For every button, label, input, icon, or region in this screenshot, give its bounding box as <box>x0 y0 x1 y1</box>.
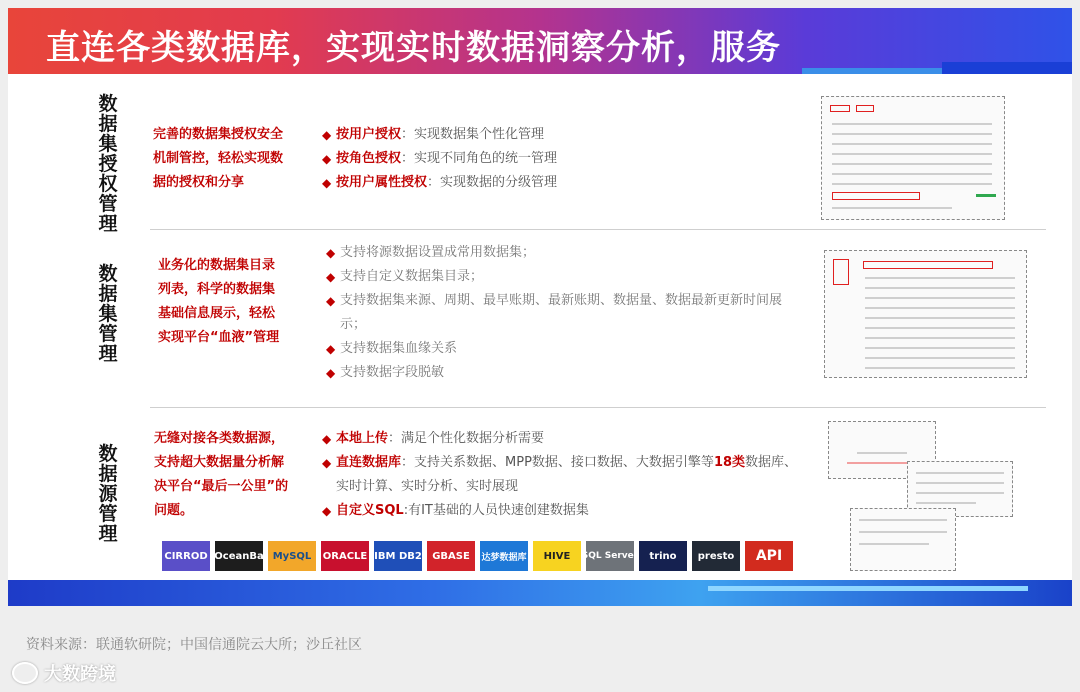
list-item: ◆ 按用户属性授权：实现数据的分级管理 <box>322 175 558 190</box>
logo-oceanbase: OceanBa <box>215 541 263 571</box>
list-item: ◆ 本地上传：满足个性化数据分析需要 <box>322 431 545 446</box>
logo-mysql: MySQL <box>268 541 316 571</box>
bar-stripe <box>708 586 1028 591</box>
watermark-logo-icon <box>12 662 38 684</box>
content-card <box>8 8 1072 606</box>
logo-sql-server: SQL Server <box>586 541 634 571</box>
datasource-logo-strip <box>162 541 793 571</box>
logo-cirrod: CIRROD <box>162 541 210 571</box>
list-item: ◆ 支持数据字段脱敏 <box>326 365 445 380</box>
logo-oracle: ORACLE <box>321 541 369 571</box>
section-divider <box>150 407 1046 408</box>
list-item: ◆ 支持数据集来源、周期、最早账期、最新账期、数据量、数据最新更新时间展示； <box>326 293 783 332</box>
logo-api: API <box>745 541 793 571</box>
bottom-decoration-bar <box>8 580 1072 606</box>
section-label-dataset-mgmt: 数据集管理 <box>98 263 118 365</box>
section-desc-dataset-mgmt: 业务化的数据集目录列表，科学的数据集基础信息展示，轻松实现平台“血液”管理 <box>158 258 280 345</box>
logo-hive: HIVE <box>533 541 581 571</box>
logo-ibm-db2: IBM DB2 <box>374 541 422 571</box>
section-label-datasource-mgmt: 数据源管理 <box>98 443 118 545</box>
page-title: 直连各类数据库，实现实时数据洞察分析，服务 <box>46 28 781 68</box>
list-item: ◆ 按角色授权：实现不同角色的统一管理 <box>322 151 558 166</box>
logo-dameng: 达梦数据库 <box>480 541 528 571</box>
watermark-text: 大数跨境 <box>44 664 116 685</box>
list-item: ◆ 直连数据库：支持关系数据、MPP数据、接口数据、大数据引擎等18类数据库、实时计算、实时分析、实时展现 <box>322 455 798 494</box>
logo-presto: presto <box>692 541 740 571</box>
list-item: ◆ 支持数据集血缘关系 <box>326 341 458 356</box>
section-label-dataset-auth: 数据集授权管理 <box>98 93 118 235</box>
list-item: ◆ 按用户授权：实现数据集个性化管理 <box>322 127 545 142</box>
source-note: 资料来源：联通软研院；中国信通院云大所；沙丘社区 <box>26 637 362 653</box>
list-item: ◆ 支持自定义数据集目录； <box>326 269 484 284</box>
logo-trino: trino <box>639 541 687 571</box>
section-divider <box>150 229 1046 230</box>
screenshot-custom-sql <box>850 508 956 571</box>
list-item: ◆ 自定义SQL:有IT基础的人员快速创建数据集 <box>322 503 589 518</box>
section-desc-datasource-mgmt: 无缝对接各类数据源，支持超大数据量分析解决平台“最后一公里”的问题。 <box>154 431 289 518</box>
screenshot-dataset-mgmt <box>824 250 1027 378</box>
title-banner <box>8 8 1072 74</box>
watermark <box>12 660 116 686</box>
bullet-list-dataset-auth <box>322 123 792 195</box>
bullet-list-datasource-mgmt <box>322 427 806 523</box>
bullet-list-dataset-mgmt <box>326 241 798 385</box>
section-desc-dataset-auth: 完善的数据集授权安全机制管控，轻松实现数据的授权和分享 <box>153 127 284 190</box>
list-item: ◆ 支持将源数据设置成常用数据集； <box>326 245 536 260</box>
screenshot-dataset-auth <box>821 96 1005 220</box>
banner-decoration <box>942 62 1072 74</box>
logo-gbase: GBASE <box>427 541 475 571</box>
banner-decoration <box>802 68 942 74</box>
